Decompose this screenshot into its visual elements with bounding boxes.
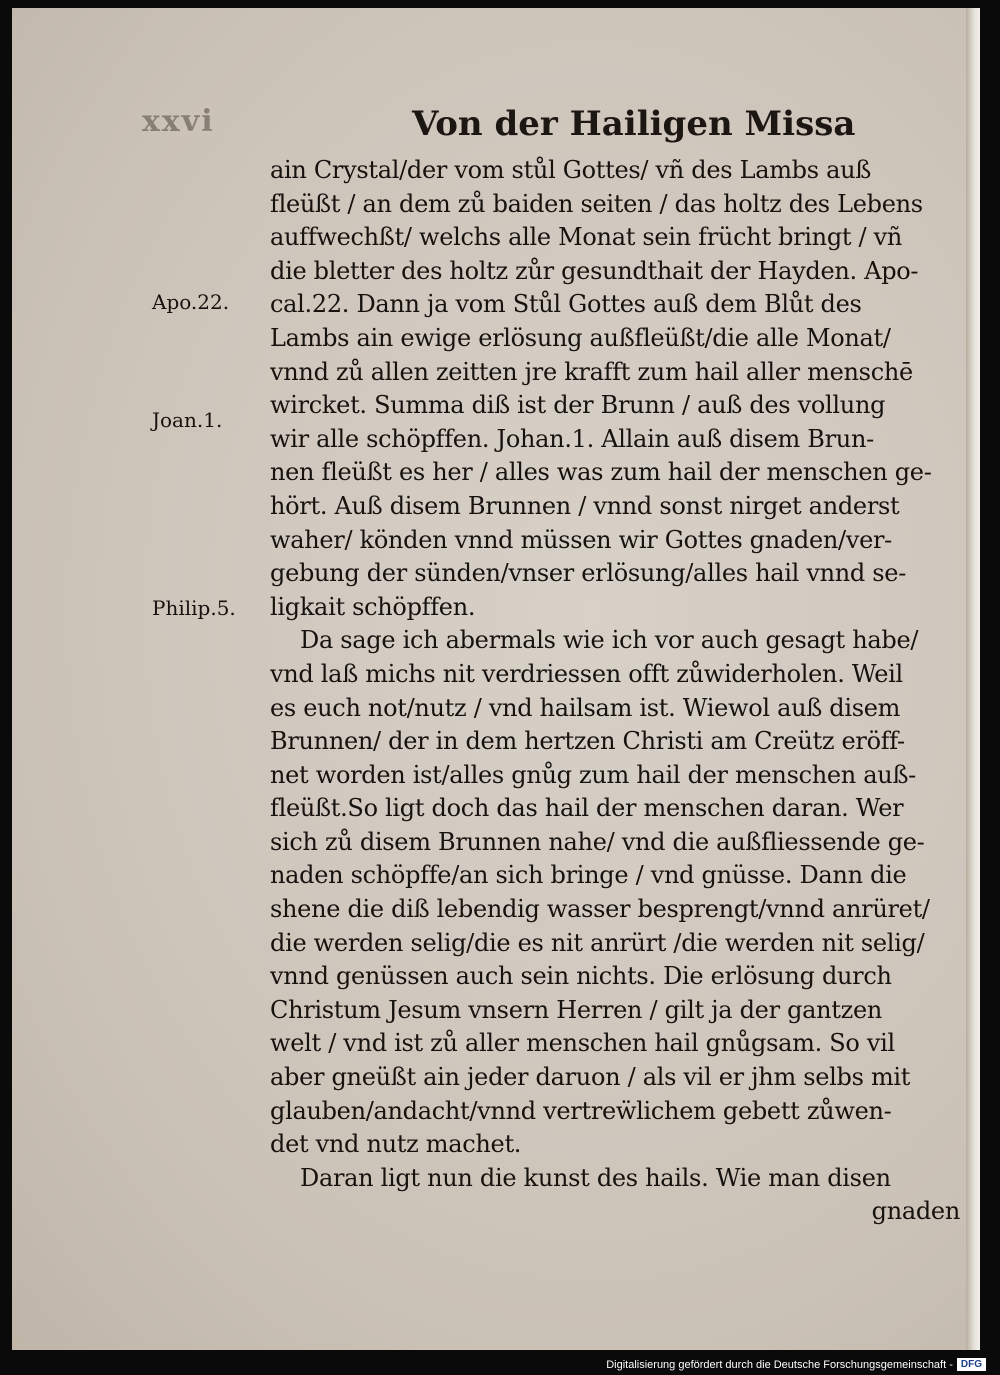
running-head: Von der Hailigen Missa — [412, 104, 856, 144]
text-line: gebung der sünden/vnser erlösung/alles hail vnnd se- — [270, 559, 907, 588]
footer-credit — [606, 1358, 986, 1371]
text-line: Christum Jesum vnsern Herren / gilt ja der gantzen — [270, 995, 883, 1024]
text-line: waher/ könden vnnd müssen wir Gottes gnaden/ver- — [270, 525, 892, 554]
text-line: aber gneüßt ain jeder daruon / als vil er jhm selbs mit — [270, 1063, 911, 1092]
text-line: cal.22. Dann ja vom Stůl Gottes auß dem Blůt des — [270, 290, 862, 319]
body-text — [270, 154, 960, 1229]
text-line: ain Crystal/der vom stůl Gottes/ vñ des Lambs auß — [270, 156, 871, 184]
dfg-logo: DFG — [957, 1358, 986, 1371]
text-line: vnnd zů allen zeitten jre krafft zum hail aller menschē — [270, 357, 913, 386]
margin-note-joan: Joan.1. — [152, 408, 223, 432]
text-line: Brunnen/ der in dem hertzen Christi am Creütz eröff- — [270, 727, 905, 756]
footer-credit-text: Digitalisierung gefördert durch die Deutsche Forschungsgemeinschaft - — [606, 1358, 953, 1371]
text-line: shene die diß lebendig wasser besprengt/vnnd anrüret/ — [270, 895, 930, 924]
margin-note-philip: Philip.5. — [152, 596, 236, 620]
margin-note-apo: Apo.22. — [152, 290, 230, 314]
page-edge — [966, 8, 980, 1350]
text-line: vnd laß michs nit verdriessen offt zůwiderholen. Weil — [270, 659, 903, 688]
text-line: auffwechßt/ welchs alle Monat sein frücht bringt / vñ — [270, 223, 903, 252]
text-line: nen fleüßt es her / alles was zum hail der menschen ge- — [270, 458, 932, 487]
book-page — [12, 8, 980, 1350]
text-line: fleüßt / an dem zů baiden seiten / das holtz des Lebens — [270, 189, 923, 218]
text-line: Daran ligt nun die kunst des hails. Wie man disen — [300, 1163, 891, 1192]
text-line: hört. Auß disem Brunnen / vnnd sonst nirget anderst — [270, 491, 900, 520]
text-line: Lambs ain ewige erlösung außfleüßt/die alle Monat/ — [270, 323, 891, 352]
catchword: gnaden — [871, 1197, 960, 1226]
text-line: wir alle schöpffen. Johan.1. Allain auß disem Brun- — [270, 424, 874, 453]
text-line: naden schöpffe/an sich bringe / vnd gnüsse. Dann die — [270, 861, 907, 890]
text-line: es euch not/nutz / vnd hailsam ist. Wiewol auß disem — [270, 693, 901, 722]
text-line: Da sage ich abermals wie ich vor auch gesagt habe/ — [300, 626, 919, 655]
folio-number: xxvi — [142, 104, 215, 139]
text-line: die werden selig/die es nit anrürt /die werden nit selig/ — [270, 928, 925, 957]
text-line: net worden ist/alles gnůg zum hail der menschen auß- — [270, 760, 916, 789]
text-line: sich zů disem Brunnen nahe/ vnd die außfliessende ge- — [270, 827, 925, 856]
text-line: glauben/andacht/vnnd vertreẅlichem gebett zůwen- — [270, 1096, 892, 1125]
text-line: det vnd nutz machet. — [270, 1130, 522, 1159]
text-line: fleüßt.So ligt doch das hail der menschen daran. Wer — [270, 794, 904, 823]
text-line: welt / vnd ist zů aller menschen hail gnůgsam. So vil — [270, 1029, 895, 1058]
text-line: die bletter des holtz zůr gesundthait der Hayden. Apo- — [270, 256, 919, 285]
text-line: wircket. Summa diß ist der Brunn / auß des vollung — [270, 391, 886, 420]
text-line: ligkait schöpffen. — [270, 592, 476, 621]
text-line: vnnd genüssen auch sein nichts. Die erlösung durch — [270, 962, 892, 991]
